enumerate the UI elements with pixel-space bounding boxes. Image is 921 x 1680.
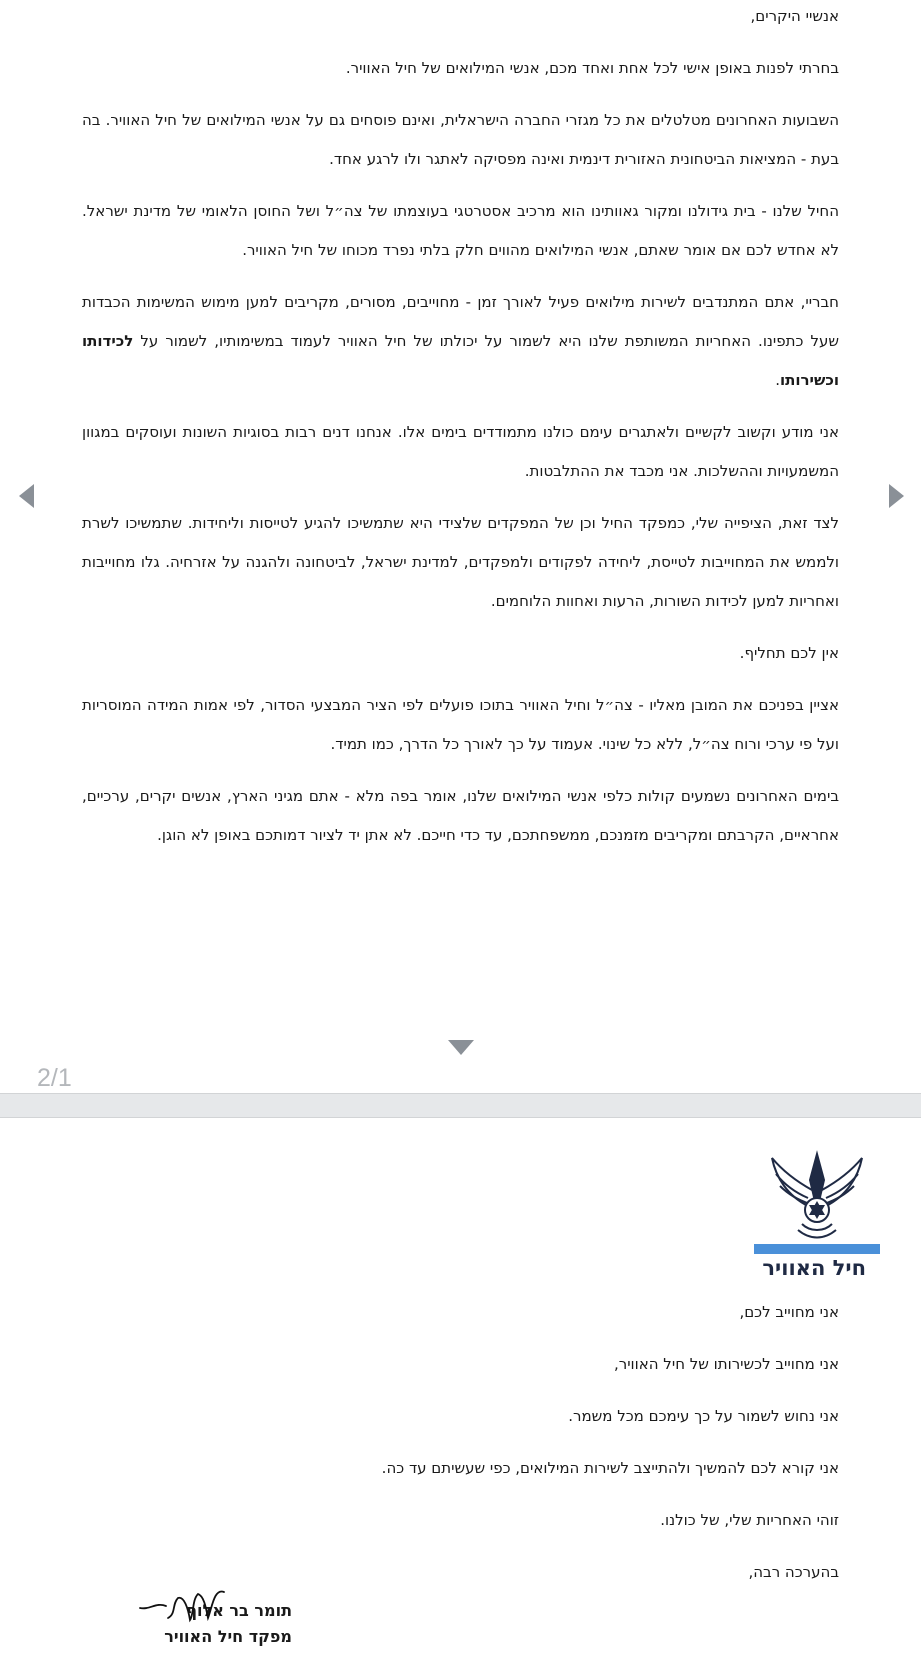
signature-block	[92, 1590, 292, 1670]
paragraph: החיל שלנו - בית גידולנו ומקור גאוותינו הוא מרכיב אסטרטגי בעוצמתו של צה״ל ושל החוסן הלאומי של מדינת ישראל. לא אחדש לכם אם אומר שאתם, אנשי המילואים מהווים חלק בלתי נפרד מכוחו של חיל האוויר.	[82, 202, 839, 259]
letter-closing	[82, 1293, 839, 1605]
logo-wordmark: חיל האוויר	[762, 1256, 866, 1280]
letter-body	[82, 0, 839, 868]
paragraph: אני מודע וקשוב לקשיים ולאתגרים עימם כולנו מתמודדים בימים אלו. אנחנו דנים רבות בסוגיות השונות ועוסקים במגוון המשמעויות וההשלכות. אני מכבד את ההתלבטות.	[82, 423, 839, 480]
sign-off: בהערכה רבה,	[748, 1563, 839, 1581]
paragraph: בחרתי לפנות באופן אישי לכל אחת ואחד מכם, אנשי המילואים של חיל האוויר.	[345, 59, 839, 77]
bold-phrase: לכידותו וכשירותו	[82, 332, 839, 389]
closing-line: אני נחוש לשמור על כך עימכם מכל משמר.	[568, 1407, 839, 1425]
air-force-logo	[754, 1150, 880, 1280]
paragraph: השבועות האחרונים מטלטלים את כל מגזרי החברה הישראלית, ואינם פוסחים גם על אנשי המילואים של חיל האוויר. בה בעת - המציאות הביטחונית האזורית דינמית ואינה מפסיקה לאתגר ולו לרגע אחד.	[82, 111, 839, 168]
signer-name: תומר בר אלוף	[186, 1601, 292, 1620]
logo-accent-bar	[754, 1244, 880, 1254]
paragraph: בימים האחרונים נשמעים קולות כלפי אנשי המילואים שלנו, אומר בפה מלא - אתם מגיני הארץ, אנשים יקרים, ערכיים, אחראיים, הקרבתם ומקריבים מזמנכם, ממשפחתכם, עד כדי חייכם. לא אתן יד לציור דמותכם באופן לא הוגן.	[82, 787, 839, 844]
chevron-down-icon[interactable]	[448, 1040, 474, 1055]
signer-title: מפקד חיל האוויר	[164, 1627, 292, 1646]
closing-line: אני קורא לכם להמשיך ולהתייצב לשירות המילואים, כפי שעשיתם עד כה.	[381, 1459, 839, 1477]
paragraph-tail: .	[775, 371, 780, 389]
closing-line: זוהי האחריות שלי, של כולנו.	[660, 1511, 839, 1529]
page-divider	[0, 1093, 921, 1118]
handwritten-signature	[132, 1578, 242, 1628]
paragraph: לצד זאת, הציפייה שלי, כמפקד החיל וכן של המפקדים שלצידי היא שתמשיכו להגיע לטייסות וליחידות. שתמשיכו לשרת ולממש את המחוייבות לטייסת, ליחידה לפקודים ולמפקדים, למדינת ישראל, לביטחונה ולהגנה על אזרחיה. גלו מחוייבות ואחריות למען לכידות השורות, הרעות ואחוות הלוחמים.	[82, 514, 839, 610]
closing-line: אני מחוייב לכשירותו של חיל האוויר,	[613, 1355, 839, 1373]
paragraph: אציין בפניכם את המובן מאליו - צה״ל וחיל האוויר בתוכו פועלים לפי הציר המבצעי הסדור, לפי אמות המידה המוסריות ועל פי ערכי ורוח צה״ל, ללא כל שינוי. אעמוד על כך לאורך כל הדרך, כמו תמיד.	[82, 696, 839, 753]
paragraph-text: חבריי, אתם המתנדבים לשירות מילואים פעיל לאורך זמן - מחוייבים, מסורים, מקריבים למען מימוש המשימות הכבדות שעל כתפינו. האחריות המשותפת שלנו היא לשמור על יכולתו של חיל האוויר לעמוד במשימותיו, לשמור על	[82, 293, 839, 350]
paragraph	[82, 283, 839, 400]
chevron-right-icon[interactable]	[889, 484, 904, 508]
page-counter: 2/1	[37, 1064, 72, 1092]
chevron-left-icon[interactable]	[19, 484, 34, 508]
paragraph: אין לכם תחליף.	[739, 644, 839, 662]
closing-line: אני מחוייב לכם,	[739, 1303, 839, 1321]
greeting: אנשיי היקרים,	[750, 7, 839, 25]
air-force-emblem-icon	[754, 1150, 880, 1244]
